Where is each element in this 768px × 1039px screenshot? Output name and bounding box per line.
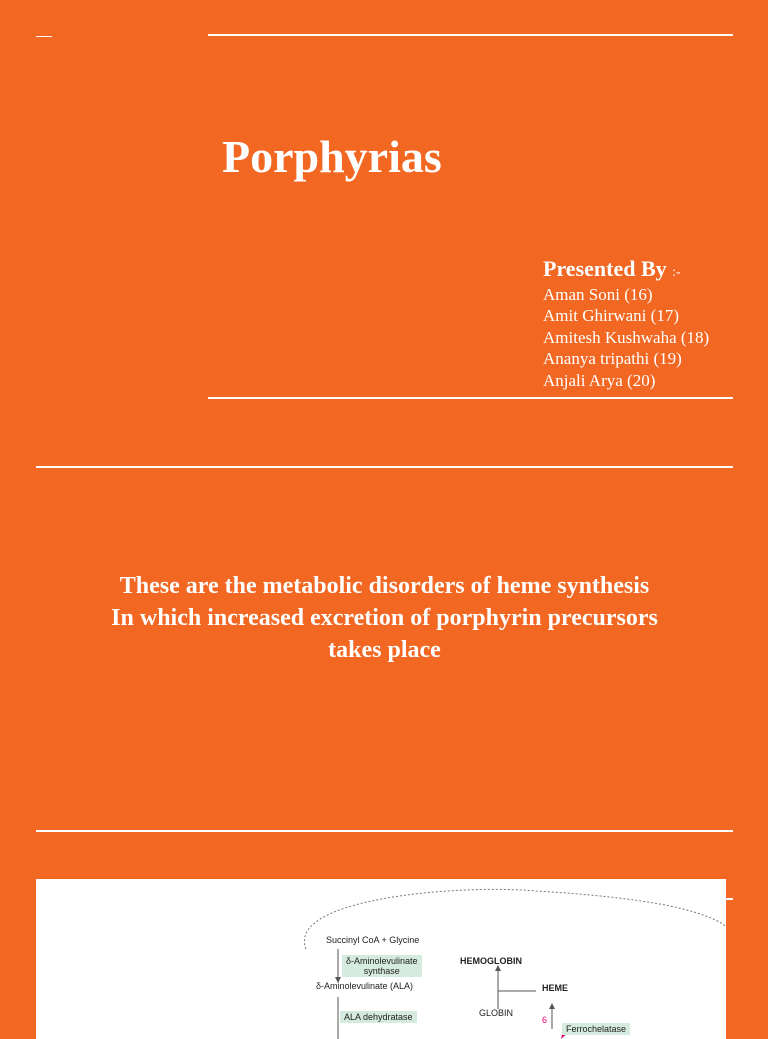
- presenter-name: Amitesh Kushwaha (18): [543, 327, 710, 347]
- slide-title: Porphyrias: [222, 131, 442, 182]
- definition-line: These are the metabolic disorders of heme synthesis: [119, 573, 650, 599]
- slide2-bottom-rule: [36, 830, 733, 832]
- enzyme-label: δ-Aminolevulinate: [346, 956, 418, 966]
- presenters-block: [543, 255, 709, 391]
- enzyme-ala-dehydratase: ALA dehydratase: [340, 1011, 417, 1023]
- slide1-corner-rule: [36, 36, 52, 37]
- presenter-name: Amit Ghirwani (17): [543, 306, 679, 326]
- substrate-label: Succinyl CoA + Glycine: [326, 935, 420, 945]
- step-number: 6: [542, 1015, 548, 1025]
- slide3-edge-rule: [726, 898, 733, 900]
- presented-by-label: Presented By: [543, 256, 667, 281]
- slide1-top-rule: [208, 34, 733, 36]
- enzyme-label: synthase: [363, 966, 400, 976]
- enzyme-ala-synthase: [342, 955, 422, 977]
- enzyme-ferrochelatase: Ferrochelatase: [562, 1023, 630, 1035]
- definition-line: takes place: [328, 637, 441, 663]
- slide1-bottom-rule: [208, 397, 733, 399]
- globin-label: GLOBIN: [479, 1008, 514, 1018]
- arrow-head: [549, 1003, 555, 1009]
- ala-label: δ-Aminolevulinate (ALA): [316, 981, 414, 991]
- slide2-top-rule: [36, 466, 733, 468]
- definition-text: [36, 570, 733, 666]
- presenter-name: Anjali Arya (20): [543, 370, 656, 390]
- presenter-name: Ananya tripathi (19): [543, 349, 682, 369]
- presented-by-separator: :-: [672, 265, 681, 280]
- heme-pathway-diagram: [36, 879, 726, 1039]
- hemoglobin-label: HEMOGLOBIN: [460, 956, 522, 966]
- heme-label: HEME: [542, 983, 569, 993]
- presenter-name: Aman Soni (16): [543, 284, 653, 304]
- presented-by-heading: [543, 255, 709, 284]
- definition-line: In which increased excretion of porphyrin precursors: [111, 605, 658, 631]
